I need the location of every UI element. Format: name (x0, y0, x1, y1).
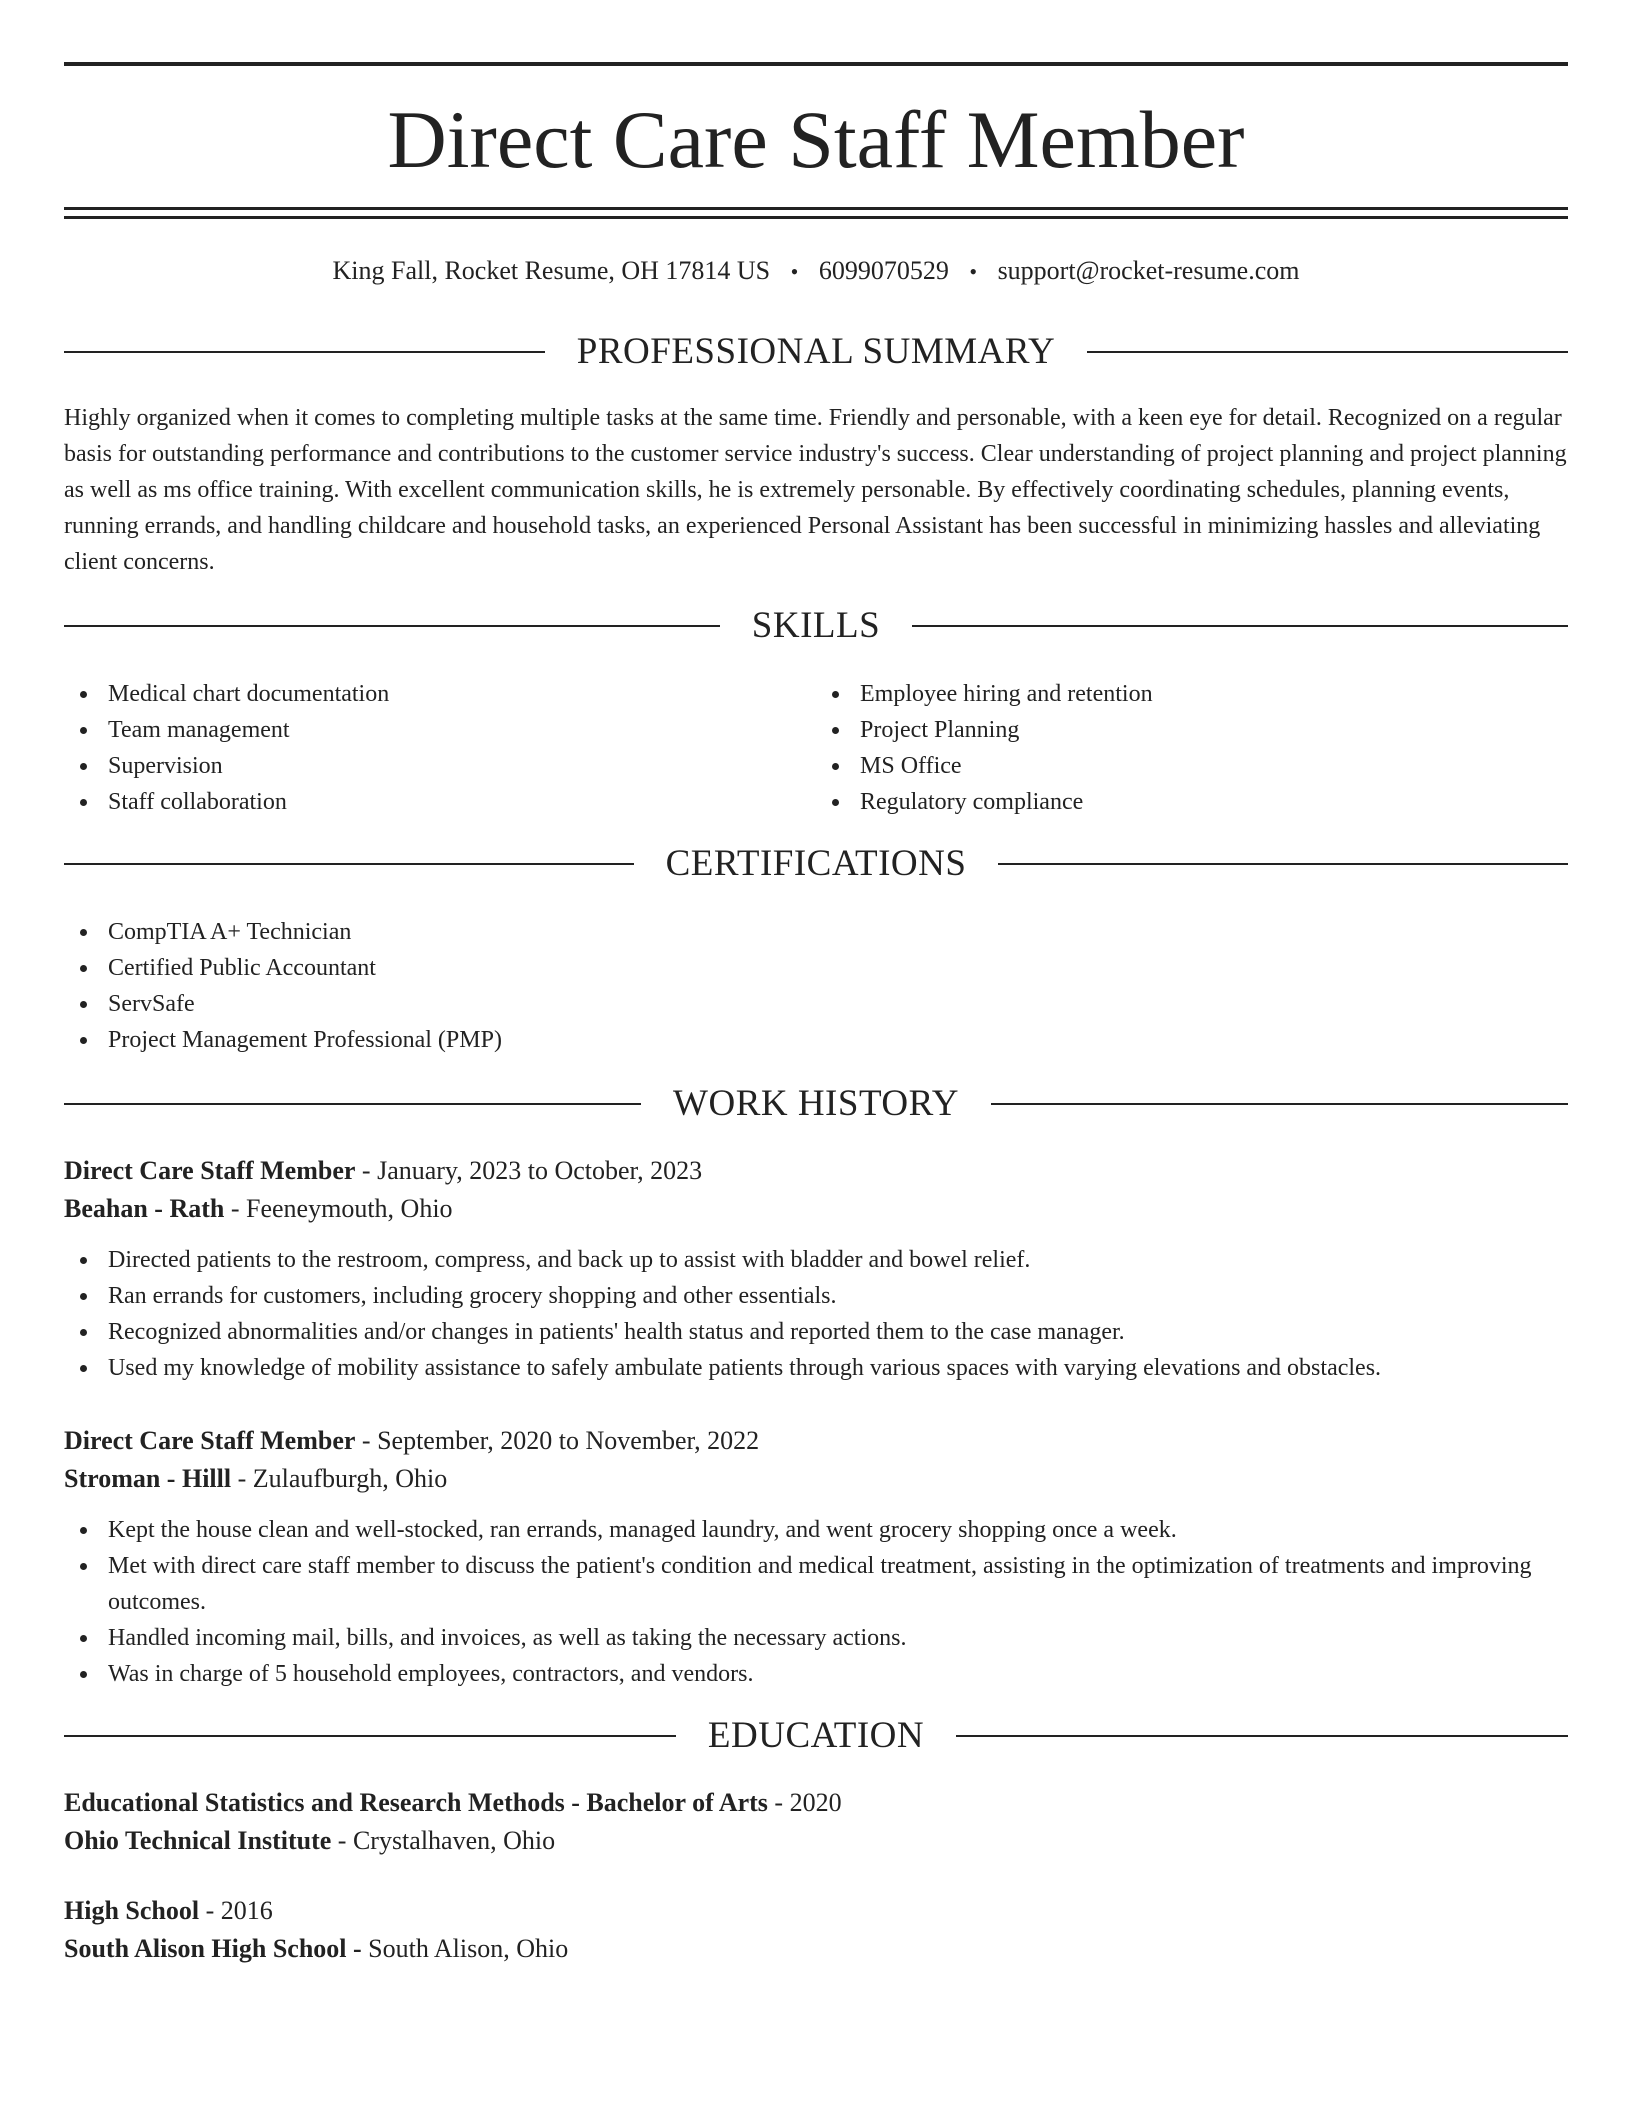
skills-list (64, 676, 1568, 820)
skill-item: Regulatory compliance (816, 784, 1568, 820)
certification-item: Certified Public Accountant (64, 950, 1568, 986)
contact-email[interactable]: support@rocket-resume.com (997, 256, 1300, 285)
skill-item: Project Planning (816, 712, 1568, 748)
contact-line (64, 253, 1568, 290)
section-title-skills: SKILLS (751, 605, 881, 646)
job-bullet: Handled incoming mail, bills, and invoices, as well as taking the necessary actions. (64, 1620, 1568, 1656)
section-title-education: EDUCATION (707, 1715, 925, 1756)
job-bullets (64, 1242, 1568, 1386)
skill-item: Supervision (64, 748, 816, 784)
job-bullet: Was in charge of 5 household employees, contractors, and vendors. (64, 1656, 1568, 1692)
certification-item: Project Management Professional (PMP) (64, 1022, 1568, 1058)
job-entry (64, 1152, 1568, 1386)
job-bullet: Kept the house clean and well-stocked, ran errands, managed laundry, and went grocery shopping once a week. (64, 1512, 1568, 1548)
education-school-line (64, 1822, 1568, 1860)
divider-line (912, 625, 1568, 627)
certification-item: CompTIA A+ Technician (64, 914, 1568, 950)
education-location: South Alison, Ohio (361, 1934, 569, 1963)
skills-column-right (816, 676, 1568, 820)
education-degree-line (64, 1784, 1568, 1822)
top-rule (64, 62, 1568, 66)
job-employer: Stroman - Hilll (64, 1464, 232, 1493)
certifications-list (64, 914, 1568, 1058)
job-bullet: Recognized abnormalities and/or changes in patients' health status and reported them to the case manager. (64, 1314, 1568, 1350)
job-employer-line (64, 1460, 1568, 1498)
education-entry (64, 1784, 1568, 1860)
job-entry (64, 1422, 1568, 1692)
section-header-work-history (64, 1082, 1568, 1126)
education-school: Ohio Technical Institute (64, 1826, 332, 1855)
job-bullet: Used my knowledge of mobility assistance to safely ambulate patients through various spaces with varying elevations and obstacles. (64, 1350, 1568, 1386)
skill-item: Medical chart documentation (64, 676, 816, 712)
job-dates: - September, 2020 to November, 2022 (355, 1426, 760, 1455)
job-bullet: Met with direct care staff member to discuss the patient's condition and medical treatment, assisting in the optimization of treatments and improving outcomes. (64, 1548, 1568, 1620)
summary-text: Highly organized when it comes to completing multiple tasks at the same time. Friendly and personable, with a keen eye for detail. Recognized on a regular basis for outstanding performance and contributions to the customer service industry's success. Clear understanding of project planning and project planning as well as ms office training. With excellent communication skills, he is extremely personable. By effectively coordinating schedules, planning events, running errands, and handling childcare and household tasks, an experienced Personal Assistant has been successful in minimizing hassles and alleviating client concerns. (64, 405, 1567, 575)
divider-line (998, 863, 1568, 865)
contact-separator: • (790, 259, 799, 284)
skill-item: Employee hiring and retention (816, 676, 1568, 712)
certification-item: ServSafe (64, 986, 1568, 1022)
section-header-education (64, 1714, 1568, 1758)
job-dates: - January, 2023 to October, 2023 (355, 1156, 703, 1185)
section-title-certifications: CERTIFICATIONS (665, 843, 967, 884)
job-location: - Feeneymouth, Ohio (224, 1194, 453, 1223)
resume-title: Direct Care Staff Member (387, 94, 1245, 185)
skills-column-left (64, 676, 816, 820)
divider-line (64, 1735, 676, 1737)
contact-phone: 6099070529 (818, 256, 949, 285)
job-title-line (64, 1422, 1568, 1460)
divider-line (956, 1735, 1568, 1737)
divider-line (64, 863, 634, 865)
job-location: - Zulaufburgh, Ohio (231, 1464, 448, 1493)
divider-line (64, 351, 545, 353)
education-school-line (64, 1930, 1568, 1968)
section-title-work-history: WORK HISTORY (673, 1083, 959, 1124)
job-title-line (64, 1152, 1568, 1190)
education-degree: Educational Statistics and Research Methods - Bachelor of Arts (64, 1788, 768, 1817)
job-bullet: Ran errands for customers, including grocery shopping and other essentials. (64, 1278, 1568, 1314)
job-employer-line (64, 1190, 1568, 1228)
divider-line (1087, 351, 1568, 353)
skill-item: Staff collaboration (64, 784, 816, 820)
education-school: South Alison High School - (64, 1934, 362, 1963)
skill-item: Team management (64, 712, 816, 748)
divider-line (64, 1103, 641, 1105)
section-header-skills (64, 604, 1568, 648)
divider-line (64, 625, 720, 627)
section-title-summary: PROFESSIONAL SUMMARY (576, 331, 1056, 372)
education-location: - Crystalhaven, Ohio (331, 1826, 556, 1855)
section-header-summary (64, 330, 1568, 374)
contact-separator: • (969, 259, 978, 284)
education-degree-line (64, 1892, 1568, 1930)
education-entry (64, 1892, 1568, 1968)
education-year: - 2016 (199, 1896, 273, 1925)
skill-item: MS Office (816, 748, 1568, 784)
contact-address: King Fall, Rocket Resume, OH 17814 US (332, 256, 771, 285)
job-bullet: Directed patients to the restroom, compress, and back up to assist with bladder and bowel relief. (64, 1242, 1568, 1278)
job-employer: Beahan - Rath (64, 1194, 225, 1223)
job-title: Direct Care Staff Member (64, 1156, 356, 1185)
section-header-certifications (64, 842, 1568, 886)
education-degree: High School (64, 1896, 200, 1925)
education-year: - 2020 (767, 1788, 842, 1817)
title-double-rule (64, 207, 1568, 219)
job-bullets (64, 1512, 1568, 1692)
job-title: Direct Care Staff Member (64, 1426, 356, 1455)
divider-line (991, 1103, 1568, 1105)
